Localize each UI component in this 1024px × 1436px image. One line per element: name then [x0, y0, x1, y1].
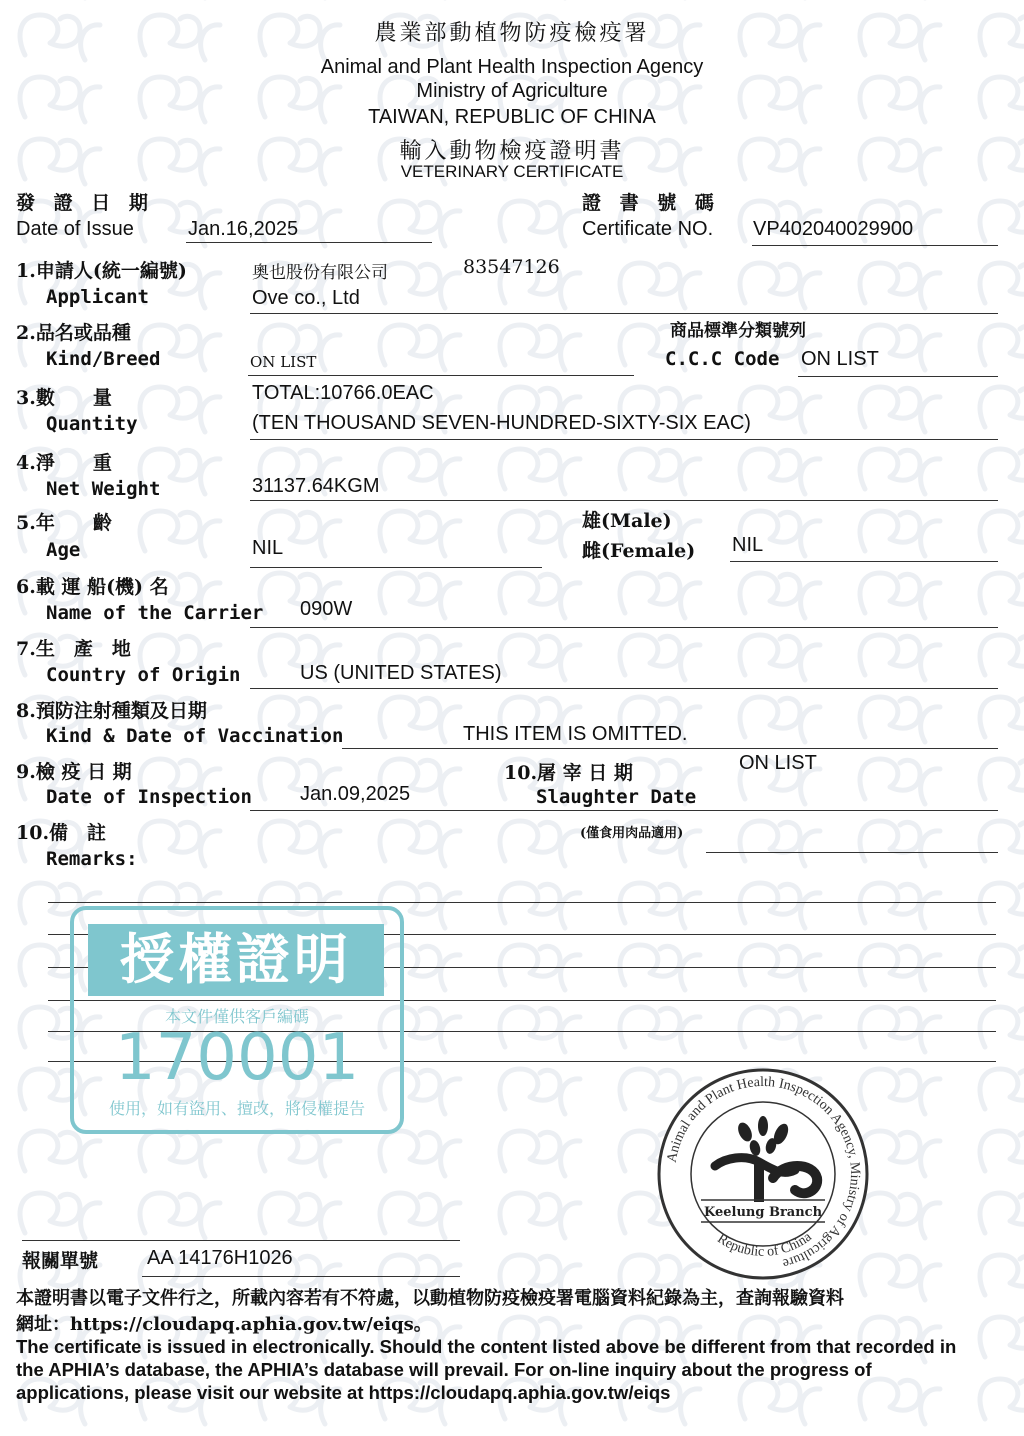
- remarks-label-zh: 10.備 註: [16, 822, 107, 844]
- net-weight-value: 31137.64KGM: [252, 475, 380, 497]
- certificate-number-label: Certificate NO.: [582, 218, 714, 240]
- vaccination-underline: [342, 748, 998, 749]
- issue-date-value: Jan.16,2025: [188, 218, 299, 240]
- inspection-value: Jan.09,2025: [300, 783, 411, 805]
- stamp-number: 170001: [114, 1021, 360, 1095]
- slaughter-note: (僅食用肉品適用): [580, 826, 684, 841]
- applicant-tax-id: 83547126: [463, 256, 560, 278]
- certificate-title-zh: 輸入動物檢疫證明書: [399, 139, 625, 164]
- official-seal: [655, 1066, 871, 1282]
- issue-date-label-zh: 發 證 日 期: [16, 192, 154, 214]
- ccc-code-value: ON LIST: [801, 348, 879, 370]
- stamp-line-1: 本文件僅供客戶編碼: [164, 1007, 309, 1026]
- slaughter-label-zh: 10.屠 宰 日 期: [504, 762, 633, 784]
- carrier-label: Name of the Carrier: [46, 602, 264, 624]
- stamp-line-2: 使用，如有盜用、擅改，將侵權提告: [108, 1099, 365, 1118]
- carrier-underline: [250, 627, 998, 628]
- slaughter-value: ON LIST: [739, 752, 817, 774]
- quantity-underline: [250, 439, 998, 440]
- ccc-code-underline: [798, 376, 998, 377]
- quantity-label-zh: 3.數 量: [16, 387, 112, 409]
- certificate-number-underline: [752, 245, 998, 246]
- authorization-stamp: [70, 906, 404, 1134]
- applicant-underline: [250, 313, 998, 314]
- footer-notice-zh-1: 本證明書以電子文件行之，所載內容若有不符處，以動植物防疫檢疫署電腦資料紀錄為主，查詢報驗資料: [16, 1288, 844, 1309]
- origin-underline: [250, 688, 998, 689]
- remarks-first-line: [706, 852, 998, 853]
- vaccination-label-zh: 8.預防注射種類及日期: [16, 700, 207, 722]
- declaration-value: AA 14176H1026: [147, 1247, 293, 1269]
- vaccination-label: Kind & Date of Vaccination: [46, 725, 344, 747]
- slaughter-label: Slaughter Date: [536, 786, 697, 808]
- sex-underline: [730, 561, 998, 562]
- seal-branch-text: Keelung Branch: [703, 1205, 823, 1220]
- remarks-label: Remarks:: [46, 848, 138, 870]
- stamp-title: 授權證明: [88, 924, 384, 996]
- age-label-zh: 5.年 齡: [16, 512, 112, 534]
- quantity-value-words: (TEN THOUSAND SEVEN-HUNDRED-SIXTY-SIX EAC): [252, 412, 751, 434]
- vaccination-value: THIS ITEM IS OMITTED.: [463, 723, 688, 745]
- ccc-code-label-zh: 商品標準分類號列: [670, 321, 806, 341]
- country-name: TAIWAN, REPUBLIC OF CHINA: [368, 106, 656, 128]
- origin-label-zh: 7.生 產 地: [16, 638, 131, 660]
- footer-notice-zh-2: 網址：https://cloudapq.aphia.gov.tw/eiqs。: [16, 1314, 432, 1335]
- applicant-label: Applicant: [46, 286, 149, 308]
- footer-notice-en-2: the APHIA’s database, the APHIA’s database will prevail. For on-line inquiry about the progress of: [16, 1359, 872, 1380]
- issue-date-underline: [186, 242, 432, 243]
- inspection-label-zh: 9.檢 疫 日 期: [16, 761, 132, 783]
- net-weight-label-zh: 4.淨 重: [16, 452, 112, 474]
- age-value: NIL: [252, 537, 284, 559]
- kind-label: Kind/Breed: [46, 348, 161, 370]
- issue-date-label: Date of Issue: [16, 218, 134, 240]
- female-label: 雌(Female): [582, 540, 696, 562]
- ministry-name: Ministry of Agriculture: [416, 80, 608, 102]
- origin-label: Country of Origin: [46, 664, 241, 686]
- age-label: Age: [46, 539, 81, 561]
- inspection-label: Date of Inspection: [46, 786, 252, 808]
- quantity-value-total: TOTAL:10766.0EAC: [252, 382, 434, 404]
- inspection-underline: [250, 810, 534, 811]
- quantity-label: Quantity: [46, 413, 138, 435]
- ccc-code-label: C.C.C Code: [665, 348, 780, 370]
- origin-value: US (UNITED STATES): [300, 662, 502, 684]
- certificate-title-en: VETERINARY CERTIFICATE: [400, 162, 624, 181]
- declaration-underline: [142, 1276, 460, 1277]
- carrier-label-zh: 6.載 運 船(機) 名: [16, 576, 169, 598]
- slaughter-underline: [534, 810, 998, 811]
- applicant-label-zh: 1.申請人(統一編號): [16, 260, 187, 282]
- kind-underline: [248, 375, 634, 376]
- agency-name-en: Animal and Plant Health Inspection Agency: [320, 56, 704, 78]
- footer-notice-en-1: The certificate is issued in electronically. Should the content listed above be different from that recorded in: [16, 1336, 957, 1357]
- footer-notice-en-3: applications, please visit our website at https://cloudapq.aphia.gov.tw/eiqs: [16, 1382, 671, 1403]
- kind-value: ON LIST: [250, 353, 317, 371]
- male-label: 雄(Male): [582, 510, 672, 532]
- declaration-top-line: [22, 1240, 460, 1241]
- declaration-label-zh: 報關單號: [22, 1250, 99, 1272]
- sex-value: NIL: [732, 534, 764, 556]
- applicant-name-en: Ove co., Ltd: [252, 287, 360, 309]
- kind-label-zh: 2.品名或品種: [16, 322, 131, 344]
- remarks-line: [48, 902, 996, 903]
- seal-country-text: Republic of China: [714, 1229, 815, 1260]
- certificate-number-label-zh: 證 書 號 碼: [582, 192, 720, 214]
- carrier-value: 090W: [300, 598, 353, 620]
- age-underline: [250, 567, 542, 568]
- agency-name-zh: 農業部動植物防疫檢疫署: [374, 21, 650, 46]
- applicant-name-zh: 奧也股份有限公司: [252, 263, 388, 283]
- net-weight-label: Net Weight: [46, 478, 161, 500]
- certificate-number-value: VP402040029900: [753, 218, 914, 240]
- net-weight-underline: [250, 500, 998, 501]
- seal-ring-text: Animal and Plant Health Inspection Agency, Ministry of Agriculture: [664, 1074, 863, 1271]
